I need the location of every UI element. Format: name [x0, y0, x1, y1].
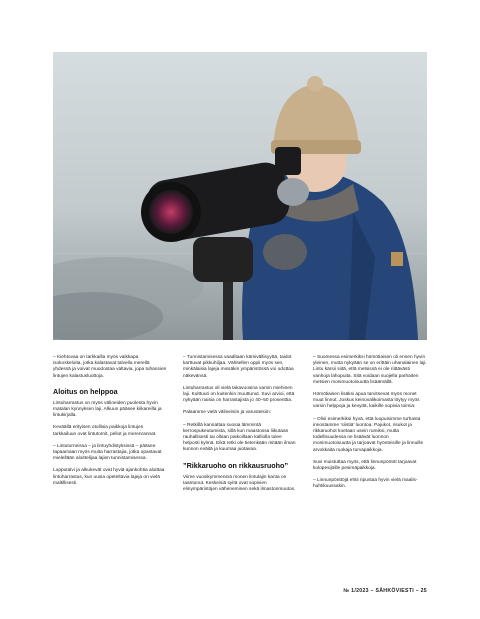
paragraph: – Retkillä kannattaa suosia lämmintä kerrospukeutumista, sillä kun maastossa liikutaan rauhallisesti tai ollaan paikoillaan kalliolla tulee helposti kylmä. Eikä retki ole tietenkään mitään ilman kunnon eväitä ja kuumaa juotavaa.	[183, 422, 296, 453]
birdwatcher-photo	[53, 52, 427, 340]
paragraph: – Lintutorneissa – ja lintuyhdistyksissä – pääsee tapaamaan myös muita harrastajia, jotka opastavat mielellään aloittelijaa lajien tunnistamisessa.	[53, 443, 162, 462]
paragraph: Lintuharrastus oli vielä takavuosina varsin miehinen laji. Kulttuuri on kuitenkin muuttunut. Suvi arvioi, että nykyään naisia on harrastajista jo 40–50 prosenttia.	[183, 385, 295, 404]
column-2	[183, 355, 297, 587]
paragraph: Palaamme vielä välineisiin ja varusteisiin:	[183, 410, 271, 416]
article-body	[53, 355, 427, 587]
paragraph: Suvi muistuttaa myös, että linnunpöntöt tarjoavat kolopesijöille pesimäpaikkoja.	[313, 459, 417, 472]
subheading: Aloitus on helppoa	[53, 386, 118, 396]
paragraph: Lopputalvi ja alkukevät ovat hyviä ajankohtia aloittaa lintuharrastus, kun uusia opeteltavia lajeja on vielä maltillisesti.	[53, 468, 165, 486]
paragraph: – Suomessa esimerkiksi hömötiaisen oli ennen hyvin yleinen, mutta nykyään se on erittäin uhanalainen laji. Lintu kärsii siitä, että metsissä ei ole riittävästi vanhoja lahopuita. Sitä voidaan suojella parhaiten metsien monimuotoisuutta lisäämällä.	[313, 355, 427, 385]
paragraph: – Tunnistamisessa vaaditaan kärsivällisyyttä, taidot karttuvat pikkuhiljaa. Vähitellen oppii myös sen, minkälaisia lajeja missäkin ympäristössä voi odottaa näkevänsä.	[183, 355, 294, 379]
subheading: ”Rikkaruoho on rikkausruoho”	[183, 460, 289, 470]
column-1	[53, 355, 167, 587]
paragraph: Lintuharrastus on myös välineiden puolesta hyvin matalan kynnyksen laji. Alkuun pääsee kiikareilla ja lintukirjalla.	[53, 400, 162, 419]
paragraph: Hömötiaisen lisäksi apua tarvitsevat myös monet muut linnut. Joskus keinovalikoimasta löytyy myös varsin helppoja ja kevyitä, kaikille sopivia toimia:	[313, 392, 420, 410]
article-photo	[53, 52, 427, 340]
paragraph: Keväällä erityisen otollisia paikkoja lintujen tarkkailuun ovat lintutornit, pellot ja merenrannat.	[53, 425, 157, 437]
paragraph: – Olisi esimerkiksi hyvä, että luopuisimme turhasta innostamme ’siistiä’ luontoa. Pajukot, risukot ja rikkaruohot koetaan usein rumiksi, mutta todellisuudessa ne lisäävät luonnon monimuotoisuutta ja tarjoavat hyönteisille ja linnuille arvokkaita ruokaja turvapaikkoja.	[313, 416, 424, 453]
paragraph: Viime vuosikymmeninä monen lintulajin kanta on taantunut. Keskeisiä syitä ovat sopivien elinympäristöjen väheneminen sekä ilmastonmuutos.	[183, 474, 296, 493]
paragraph: – Kiehtovaa on tarkkailla myös vaikkapa isokoskeloita, jotka kalastavat talvella merellä yhdessä ja voivat muodostaa valtavia, jopa tuhansien lintujen kalastusluottoja.	[53, 355, 167, 379]
page-footer: № 1/2023 – SÄHKÖVIESTI – 25	[343, 588, 427, 594]
paragraph: – Linnunpönttöjä ehtii ripustaa hyvin vielä maalis-huhtikuussakin.	[313, 478, 418, 490]
column-3	[313, 355, 427, 587]
